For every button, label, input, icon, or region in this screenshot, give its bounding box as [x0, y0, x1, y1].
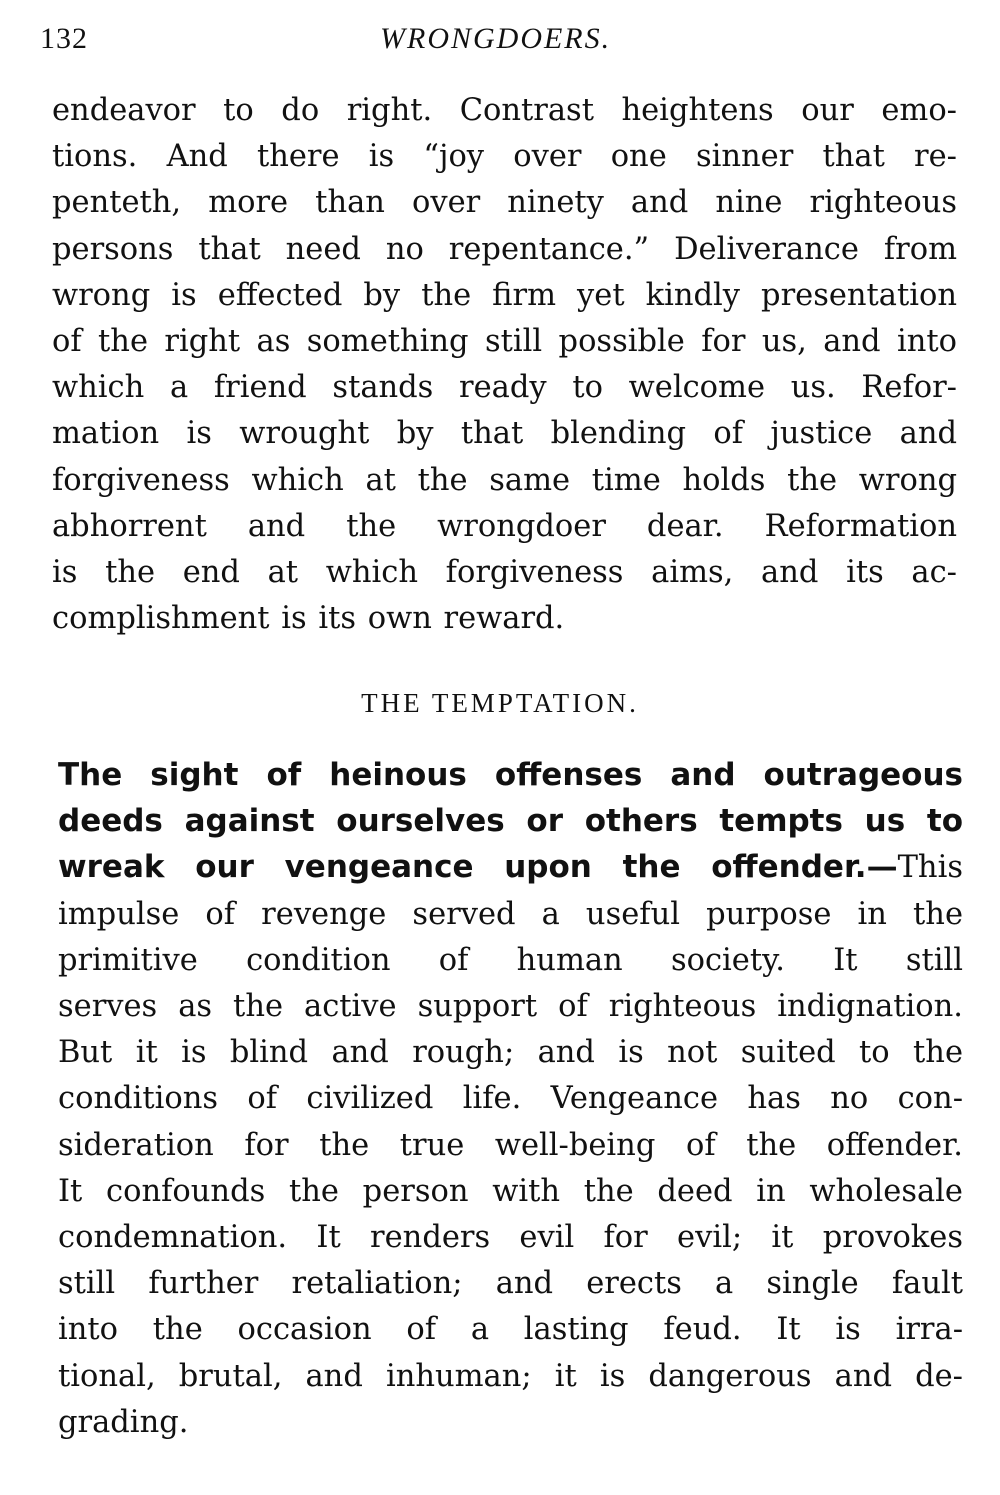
text-line: still further retaliation; and erects a single fault: [58, 1266, 963, 1302]
text-line: of the right as something still possible for us, and into: [52, 324, 957, 360]
text-line: complishment is its own reward.: [52, 601, 565, 637]
running-title: WRONGDOERS.: [380, 22, 612, 55]
text-line: persons that need no repentance.” Deliverance from: [52, 231, 957, 267]
lead-tail-word: This: [897, 850, 963, 886]
text-line: impulse of revenge served a useful purpose in the: [58, 896, 963, 932]
text-line: wrong is effected by the firm yet kindly presentation: [52, 277, 957, 313]
lead-sentence-line: The sight of heinous offenses and outrageous: [58, 757, 963, 793]
page-number: 132: [40, 22, 88, 55]
text-line: abhorrent and the wrongdoer dear. Reformation: [52, 508, 957, 544]
text-line: forgiveness which at the same time holds the wrong: [52, 462, 957, 498]
text-line: endeavor to do right. Contrast heightens our emo-: [52, 93, 957, 128]
lead-sentence-line: deeds against ourselves or others tempts us to: [58, 803, 963, 840]
text-line: mation is wrought by that blending of justice and: [52, 416, 957, 452]
text-line: serves as the active support of righteous indignation.: [58, 989, 963, 1025]
text-line: It confounds the person with the deed in wholesale: [58, 1173, 963, 1209]
lead-sentence-end: wreak our vengeance upon the offender.—: [58, 849, 898, 886]
text-line: conditions of civilized life. Vengeance has no con-: [58, 1081, 963, 1117]
paragraph-reformation: [52, 88, 957, 642]
running-head: [40, 22, 960, 62]
text-line: But it is blind and rough; and is not suited to the: [58, 1035, 963, 1071]
text-line: into the occasion of a lasting feud. It is irra-: [58, 1312, 963, 1348]
text-line: condemnation. It renders evil for evil; it provokes: [58, 1220, 963, 1256]
section-heading: THE TEMPTATION.: [361, 688, 639, 718]
text-line: penteth, more than over ninety and nine righteous: [52, 185, 957, 221]
text-line: is the end at which forgiveness aims, and its ac-: [52, 555, 957, 591]
text-line: which a friend stands ready to welcome us. Refor-: [52, 370, 957, 406]
text-line: grading.: [58, 1404, 189, 1440]
paragraph-temptation: [58, 752, 963, 1446]
text-line: tions. And there is “joy over one sinner that re-: [52, 139, 957, 175]
text-line: primitive condition of human society. It still: [58, 942, 963, 978]
text-line: tional, brutal, and inhuman; it is dangerous and de-: [58, 1358, 963, 1394]
lead-sentence-line-with-tail: [58, 844, 963, 891]
text-line: sideration for the true well-being of the offender.: [58, 1127, 963, 1163]
